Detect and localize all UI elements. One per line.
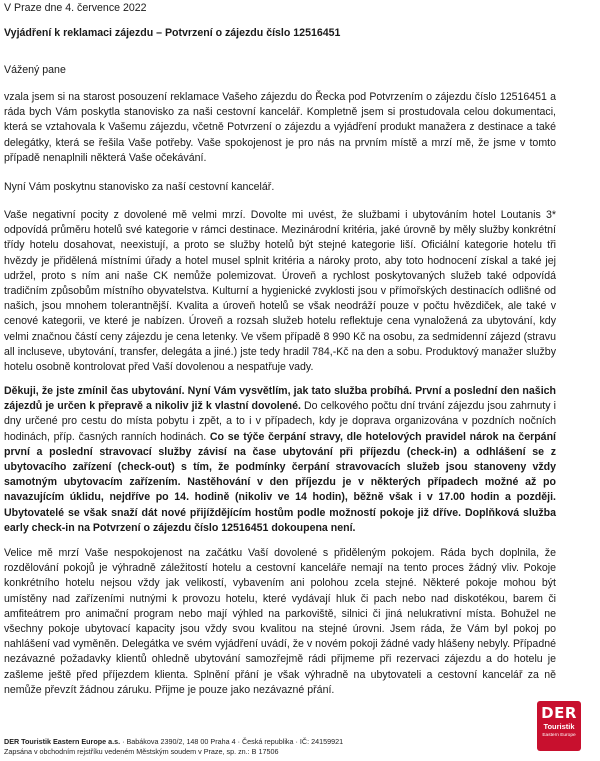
- der-touristik-logo: [537, 701, 581, 751]
- accommodation-normal-text: Do celkového počtu dní trvání zájezdu jsou zahrnuty i dny určené pro cestu do místa pobytu i zpět, a to i v případech, kdy je doprava organizována v pozdních nočních hodinách, příp. časných ranních hodinách.: [4, 400, 556, 443]
- accommodation-bold-intro: Děkuji, že jste zmínil čas ubytování. Nyní Vám vysvětlím, jak tato služba probíhá. První a poslední den našich zájezdů je určen k přepravě a nikoliv již k vlastní dovolené.: [4, 385, 556, 413]
- letter-date: V Praze dne 4. července 2022: [4, 2, 147, 14]
- paragraph-accommodation-time: [4, 384, 556, 536]
- footer-company-name: DER Touristik Eastern Europe a.s.: [4, 737, 121, 746]
- salutation-text: Vážený pane: [4, 64, 66, 76]
- logo-region: Eastern Europe: [542, 733, 576, 738]
- salutation: [4, 64, 117, 76]
- logo-mark: DER: [541, 704, 577, 722]
- footer-company-line: [4, 737, 343, 747]
- logo-brand: Touristik: [543, 722, 575, 731]
- paragraph-statement-lead: Nyní Vám poskytnu stanovisko za naší cestovní kancelář.: [4, 181, 275, 193]
- accommodation-bold-meals: Co se týče čerpání stravy, dle hotelových pravidel nárok na čerpání první a poslední stravovací služby závisí na čase ubytování při příjezdu (check-in) a odhlášení se z ubytovacího zařízení (check-out) s tím, že podmínky čerpání stravovacích služeb jsou stanoveny vždy samotným ubytovacím zařízením. Nastěhování v den příjezdu je v některých případech možné až po navazujícím úklidu, nejdříve po 14. hodině (nikoliv ve 14 hodin), běžně však i v 17.00 hodin a později. Ubytovatelé se však snaží dát nové přijíždějícím hostům podle možností pokoje již dříve. Doplňková služba early check-in na Potvrzení o zájezdu číslo 12516451 dokoupena není.: [4, 430, 556, 534]
- letter-footer: [4, 737, 343, 757]
- footer-address: · Babákova 2390/2, 148 00 Praha 4 · Česká republika · IČ: 24159921: [120, 737, 344, 746]
- paragraph-hotel-quality: Vaše negativní pocity z dovolené mě velmi mrzí. Dovolte mi uvést, že službami i ubytováním hotel Loutanis 3* odpovídá průměru hotelů své kategorie v rámci destinace. Mezinárodní kritéria, jaké úrovně by měly služby konkrétní třídy hotelu dosahovat, neexistují, a proto se služby hotelů být stejné kategorie liší. Oficiální kategorie hotelu tři hvězdy je přidělená místními úřady a hotel musel splnit kritéria a nároky proto, aby toto hodnocení získal a také jej udržel, proto s ním ani naše CK nemůže polemizovat. Úroveň a rychlost poskytovaných služeb také odpovídá tradičním způsobům místního obyvatelstva. Kulturní a hygienické zvyklosti jsou v přímořských destinacích odlišné od našich, jsou mnohem tolerantnější. Kvalita a úroveň hotelů se však neodráží pouze v počtu hvězdiček, ale také v cenové kategorii, ve které je nabízen. Úroveň a rozsah služeb hotelu reflektuje cena vynaložená za ubytování, kdy velmi značnou částí ceny zájezdu je cena letenky. Ve všem případě 8 990 Kč na osobu, za sedmidenní zájezd (stravu all incluseve, ubytování, transfer, delegáta a jiné.) jste tedy hradil 784,-Kč na den a sobu. Produktový manažer služby hotelu osobně kontrolovat před Vaší dovolenou a nespatřuje vady.: [4, 209, 556, 374]
- footer-registry: Zapsána v obchodním rejstříku vedeném Městským soudem v Praze, sp. zn.: B 17506: [4, 747, 279, 756]
- letter-subject: Vyjádření k reklamaci zájezdu – Potvrzení o zájezdu číslo 12516451: [4, 27, 341, 39]
- paragraph-room-allocation: Velice mě mrzí Vaše nespokojenost na začátku Vaší dovolené s přiděleným pokojem. Ráda bych doplnila, že rozdělování pokojů je výhradně záležitostí hotelu a cestovní kanceláře nemají na tento proces žádný vliv. Pokoje konkrétního hotelu nejsou vždy jak velikostí, vybavením ani polohou zcela stejné. Některé pokoje mohou být umístěny nad zařízeními nutnými k provozu hotelu, které vydávají hluk či pach nebo nad diskotékou, barem či amfiteátrem pro animační program nebo mají výhled na parkoviště, silnici či jiná nelukrativní místa. Bohužel ne všechny pokoje ubytovací kapacity jsou vždy svou kvalitou na stejné úrovni. Jsem ráda, že Vám byl pokoj po nahlášení vad vyměněn. Delegátka ve svém vyjádření uvádí, že v novém pokoji žádné vady hlášeny nebyly. Případné nezávazné požadavky klientů ohledně ubytování samozřejmě rádi přijmeme při rezervaci zájezdu a do hotelu je zašleme ještě před příjezdem klienta. Splnění přání je však výhradně na ubytovateli a cestovní kancelář za ně nemůže převzít žádnou záruku. Přijme je pouze jako nezávazné přání.: [4, 547, 556, 696]
- paragraph-introduction: vzala jsem si na starost posouzení reklamace Vašeho zájezdu do Řecka pod Potvrzením o zájezdu číslo 12516451 a ráda bych Vám poskytla stanovisko za naši cestovní kancelář. Kompletně jsem si prostudovala celou dokumentaci, která se vztahovala k Vašemu zájezdu, včetně Potvrzení o zájezdu a vyjádření produkt manažera z destinace a také delegátky, která se řešila Vaše potřeby. Vaše spokojenost je pro nás na prvním místě a mrzí mě, že jsme v tomto případě nenaplnili některá Vaše očekávání.: [4, 91, 556, 164]
